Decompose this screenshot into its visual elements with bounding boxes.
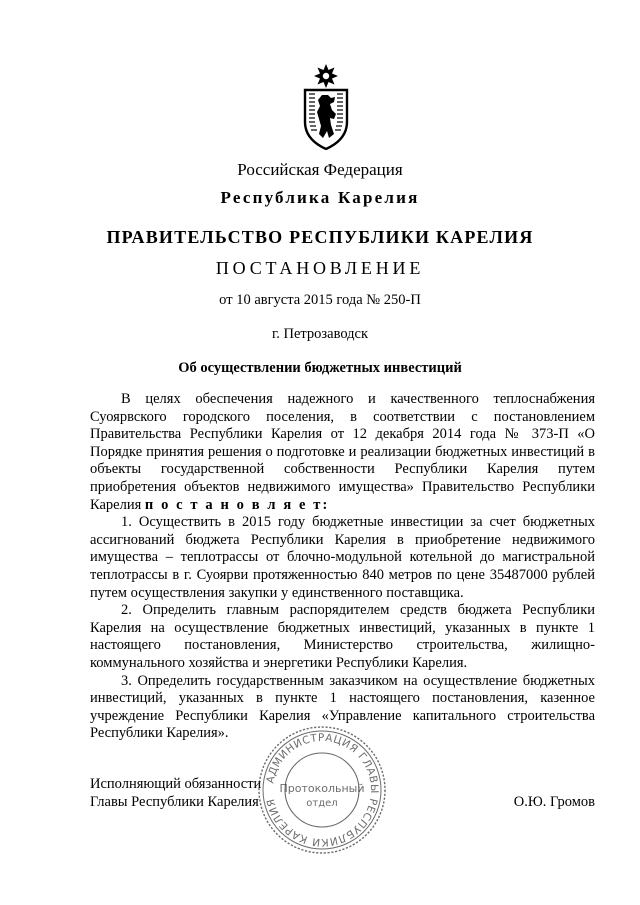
paragraph-3: 3. Определить государственным заказчиком на осуществление бюджетных инвестиций, указанных в пункте 1 настоящего постановления, казенное учреждение Республики Карелия «Управление капитального строительства Республики Карелия».: [90, 672, 595, 742]
signatory-name: О.Ю. Громов: [513, 794, 595, 810]
official-stamp: [254, 722, 390, 858]
country-name: Российская Федерация: [237, 160, 403, 179]
government-title: ПРАВИТЕЛЬСТВО РЕСПУБЛИКИ КАРЕЛИЯ: [106, 227, 534, 247]
date-number-line: от 10 августа 2015 года № 250-П: [219, 292, 421, 308]
republic-name: Республика Карелия: [220, 188, 420, 207]
preamble-text: В целях обеспечения надежного и качественного теплоснабжения Суоярвского городского поселения, в соответствии с постановлением Правительства Республики Карелия от 12 декабря 2014 года № 373-П «О Порядке принятия решения о подготовке и реализации бюджетных инвестиций в объекты государственной собственности Республики Карелия путем приобретения объектов недвижимого имущества» Правительство Республики Карелия: [90, 391, 595, 513]
resolves-word: п о с т а н о в л я е т:: [144, 496, 330, 513]
coat-of-arms-emblem: [301, 64, 351, 150]
document-body: [90, 391, 595, 743]
position-line-2: Главы Республики Карелия: [90, 793, 259, 810]
stamp-center-line-2: отдел: [306, 798, 338, 809]
document-type: ПОСТАНОВЛЕНИЕ: [215, 258, 425, 278]
position-line-1: Исполняющий обязанности: [90, 776, 262, 792]
document-subject: Об осуществлении бюджетных инвестиций: [178, 360, 462, 376]
stamp-center-line-1: Протокольный: [279, 782, 365, 795]
paragraph-1: 1. Осуществить в 2015 году бюджетные инвестиции за счет бюджетных ассигнований бюджета Республики Карелия в приобретение недвижимого имущества – теплотрассы от блочно-модульной котельной до магистральной теплотрассы в г. Суоярви протяженностью 840 метров по цене 35487000 рублей путем осуществления закупки у единственного поставщика.: [90, 514, 595, 601]
paragraph-2: 2. Определить главным распорядителем средств бюджета Республики Карелия на осуществление бюджетных инвестиций, указанных в пункте 1 настоящего постановления, Министерство строительства, жилищно-коммунального хозяйства и энергетики Республики Карелия.: [90, 602, 595, 671]
city-line: г. Петрозаводск: [271, 326, 369, 342]
preamble-paragraph: [90, 391, 595, 514]
signatory-position: [90, 776, 261, 811]
stamp-ring-text: АДМИНИСТРАЦИЯ ГЛАВЫ РЕСПУБЛИКИ КАРЕЛИЯ: [264, 731, 381, 849]
